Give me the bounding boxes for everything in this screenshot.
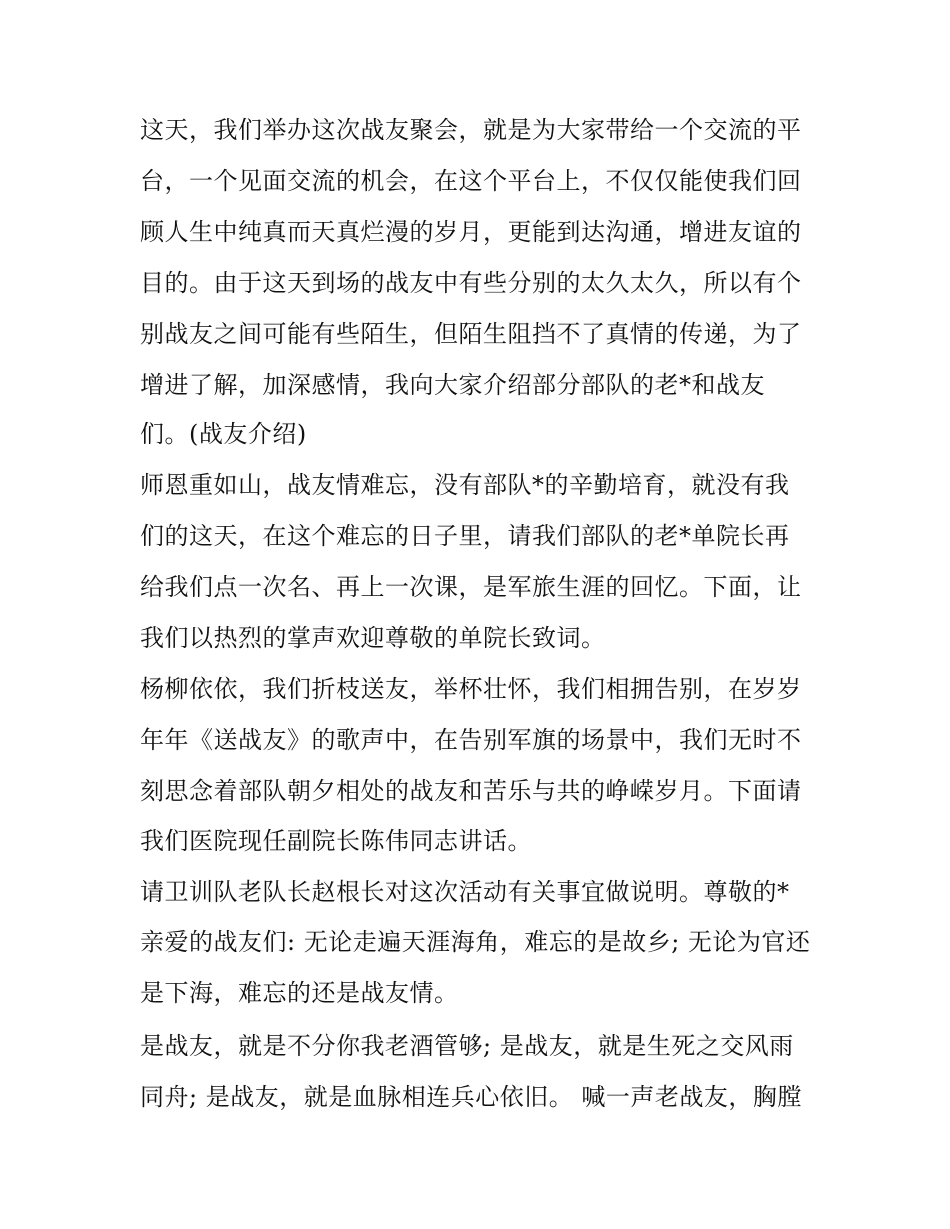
text-line: 同舟; 是战友，就是血脉相连兵心依旧。 喊一声老战友，胸膛	[140, 1083, 802, 1111]
text-line: 这天，我们举办这次战友聚会，就是为大家带给一个交流的平	[140, 116, 802, 144]
text-line: 师恩重如山，战友情难忘，没有部队*的辛勤培育，就没有我	[140, 471, 790, 499]
text-line: 年年《送战友》的歌声中，在告别军旗的场景中，我们无时不	[140, 726, 802, 754]
text-line: 给我们点一次名、再上一次课，是军旅生涯的回忆。下面，让	[140, 573, 802, 601]
text-line: 请卫训队老队长赵根长对这次活动有关事宜做说明。尊敬的*	[140, 878, 790, 906]
text-line: 刻思念着部队朝夕相处的战友和苦乐与共的峥嵘岁月。下面请	[140, 777, 802, 805]
text-line: 别战友之间可能有些陌生，但陌生阻挡不了真情的传递，为了	[140, 320, 802, 348]
text-line: 们的这天，在这个难忘的日子里，请我们部队的老*单院长再	[140, 522, 790, 550]
text-line: 杨柳依依，我们折枝送友，举杯壮怀，我们相拥告别，在岁岁	[140, 675, 802, 703]
text-line: 我们以热烈的掌声欢迎尊敬的单院长致词。	[140, 624, 606, 652]
text-line: 我们医院现任副院长陈伟同志讲话。	[140, 827, 532, 855]
text-line: 是下海，难忘的还是战友情。	[140, 979, 459, 1007]
text-line: 目的。由于这天到场的战友中有些分别的太久太久，所以有个	[140, 269, 802, 297]
text-line: 顾人生中纯真而天真烂漫的岁月，更能到达沟通，增进友谊的	[140, 218, 802, 246]
text-line: 们。(战友介绍)	[140, 420, 307, 448]
text-line: 亲爱的战友们: 无论走遍天涯海角，难忘的是故乡; 无论为官还	[140, 928, 811, 956]
text-line: 是战友，就是不分你我老酒管够; 是战友，就是生死之交风雨	[140, 1032, 794, 1060]
text-line: 台，一个见面交流的机会，在这个平台上，不仅仅能使我们回	[140, 167, 802, 195]
text-line: 增进了解，加深感情，我向大家介绍部分部队的老*和战友	[140, 371, 765, 399]
